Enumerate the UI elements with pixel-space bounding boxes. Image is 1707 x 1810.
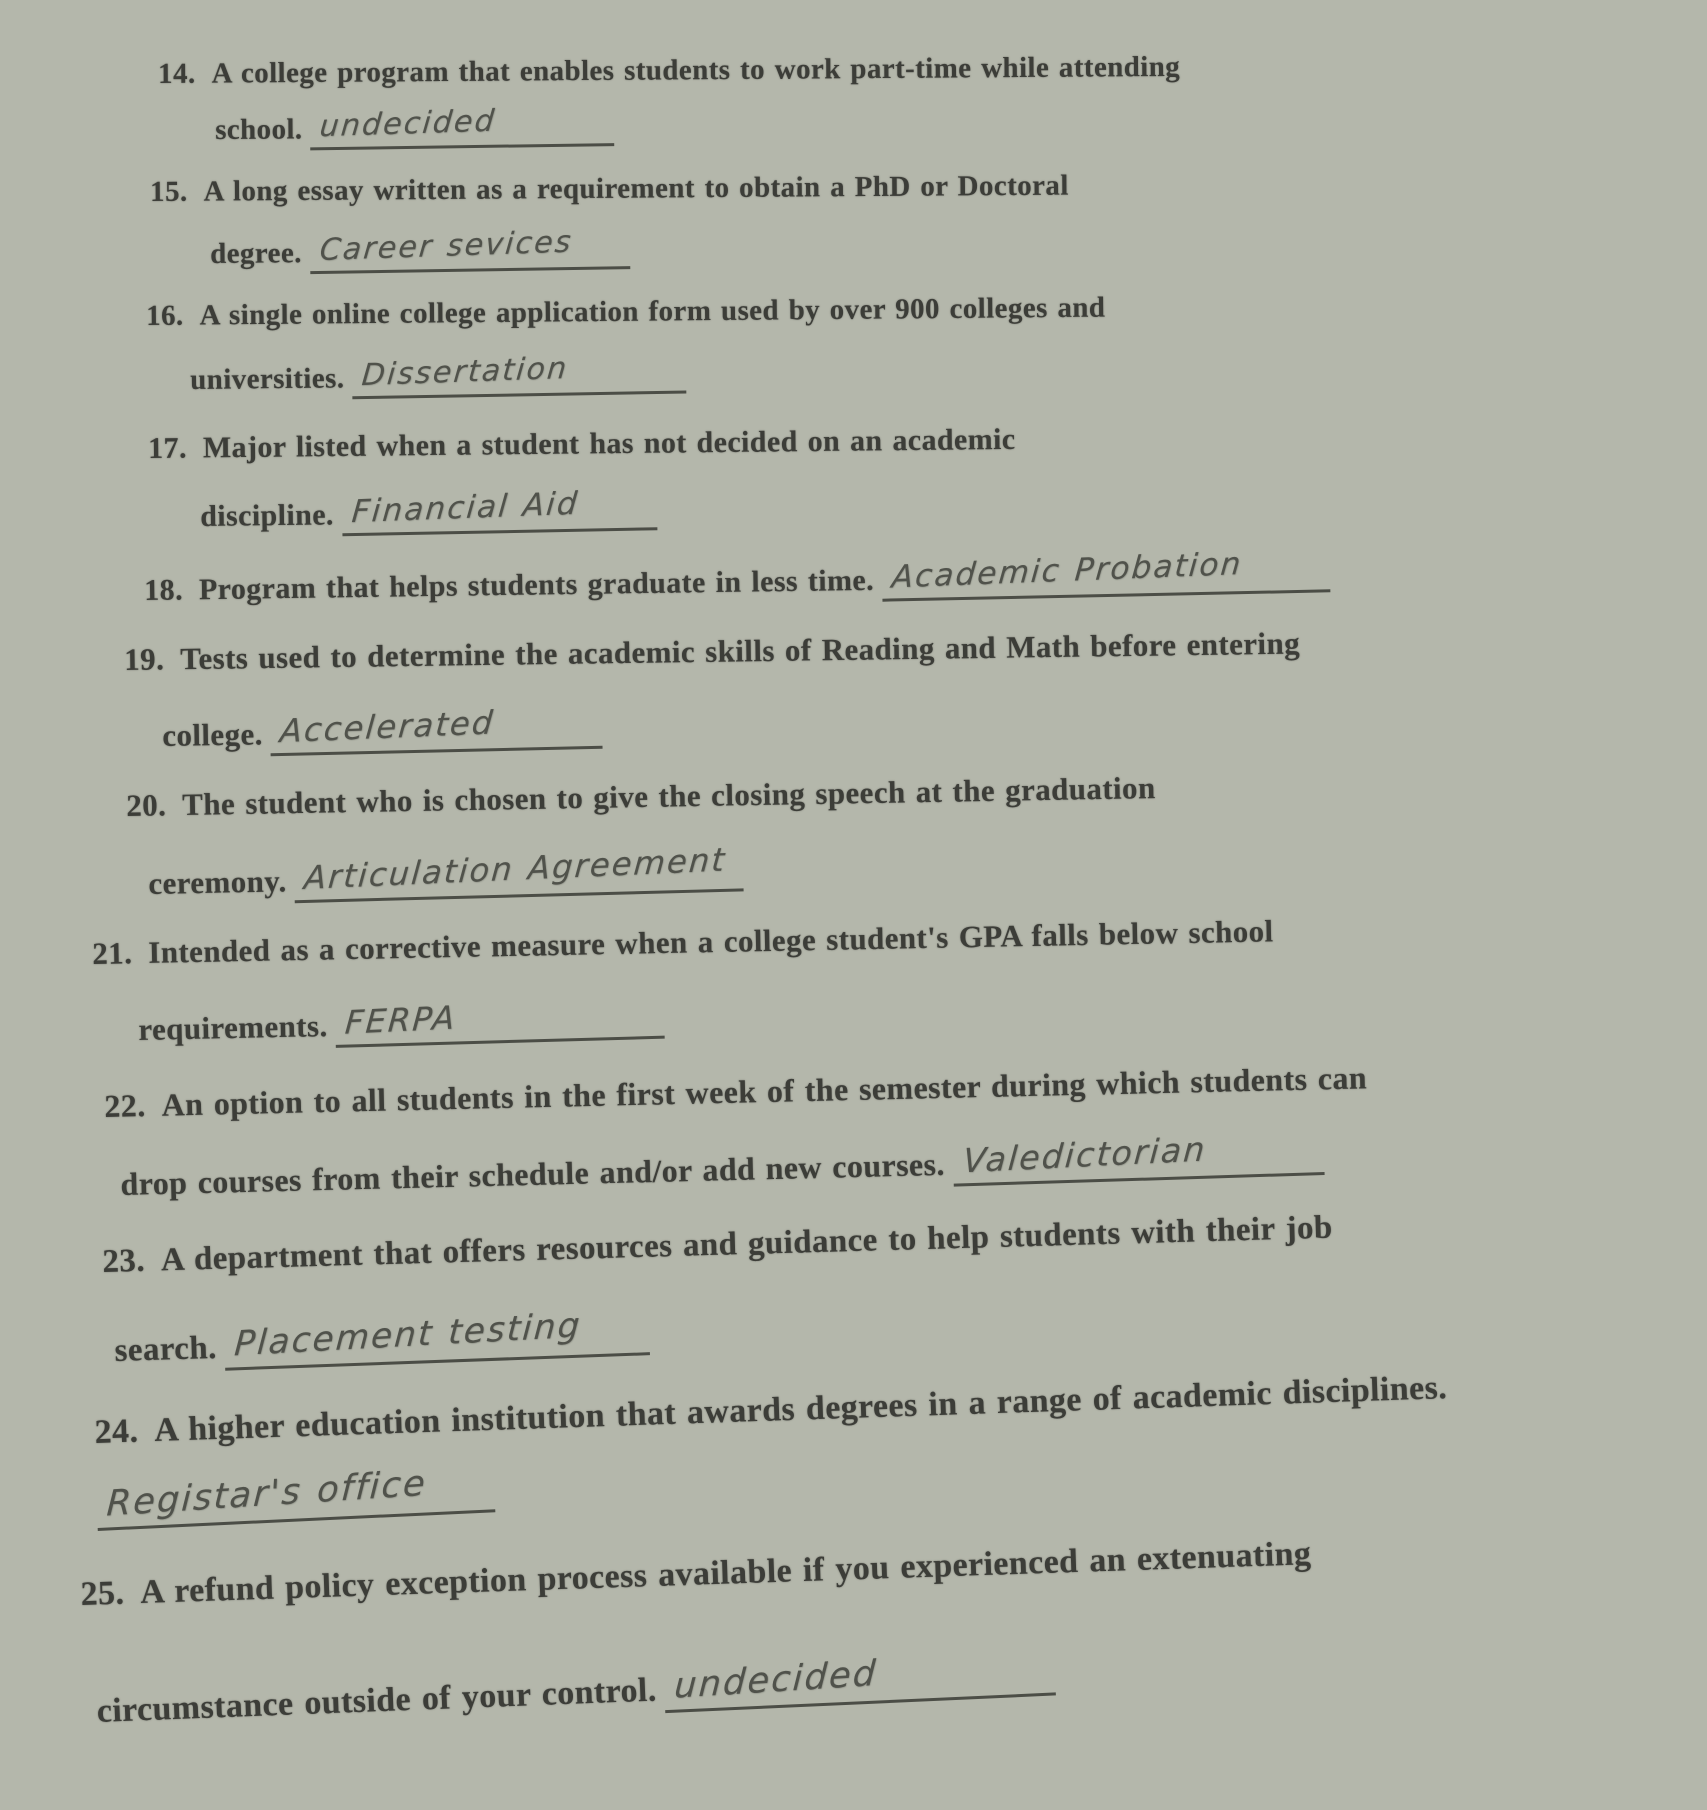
handwritten-answer: Academic Probation	[890, 546, 1244, 596]
handwritten-answer: Valedictorian	[961, 1129, 1208, 1181]
answer-blank	[309, 224, 630, 274]
question-text: search.	[114, 1329, 218, 1369]
question-text: A single online college application form used by over 900 colleges and	[199, 291, 1106, 332]
handwritten-answer: undecided	[673, 1652, 879, 1707]
question-18-line-1	[144, 546, 1330, 612]
handwritten-answer: Registar's office	[105, 1462, 428, 1525]
answer-blank	[881, 546, 1330, 601]
question-16-line-2	[190, 350, 687, 401]
answer-blank	[294, 840, 744, 903]
question-number: 15.	[150, 175, 188, 208]
question-text: school.	[215, 113, 303, 146]
question-20-line-2	[148, 840, 744, 906]
question-number: 25.	[80, 1574, 125, 1613]
question-text: Intended as a corrective measure when a college student's GPA falls below school	[147, 913, 1274, 970]
question-22-line-2	[120, 1129, 1324, 1207]
question-text: requirements.	[138, 1008, 328, 1047]
question-text: A higher education institution that awards degrees in a range of academic disciplines.	[153, 1369, 1448, 1450]
question-text: Program that helps students graduate in less time.	[198, 563, 875, 607]
question-24-line-1	[94, 1369, 1448, 1452]
question-23-line-1	[102, 1210, 1333, 1281]
question-number: 21.	[92, 935, 133, 971]
handwritten-answer: Financial Aid	[349, 485, 580, 531]
question-15-line-2	[210, 224, 630, 275]
question-number: 19.	[124, 641, 165, 677]
handwritten-answer: Dissertation	[360, 350, 570, 394]
question-text: ceremony.	[148, 863, 287, 901]
question-text: college.	[162, 716, 264, 753]
answer-blank	[335, 997, 665, 1048]
question-number: 23.	[102, 1242, 146, 1280]
question-text: drop courses from their schedule and/or add new courses.	[120, 1145, 946, 1202]
question-text: Major listed when a student has not decided on an academic	[202, 422, 1016, 465]
handwritten-answer: Articulation Agreement	[302, 840, 728, 897]
question-21-line-1	[92, 913, 1274, 972]
answer-blank	[224, 1305, 650, 1371]
question-19-line-2	[162, 703, 603, 758]
answer-blank	[663, 1650, 1056, 1713]
question-number: 24.	[94, 1412, 139, 1451]
question-22-line-1	[104, 1059, 1367, 1125]
question-15-line-1	[150, 170, 1069, 209]
answer-blank	[96, 1462, 496, 1531]
question-text: A college program that enables students to work part-time while attending	[211, 50, 1181, 90]
question-text: A refund policy exception process available if you experienced an extenuating	[139, 1535, 1312, 1612]
question-21-line-2	[138, 999, 665, 1052]
question-number: 22.	[104, 1087, 147, 1124]
question-17-line-2	[200, 485, 657, 538]
question-16-line-1	[146, 292, 1105, 333]
question-text: circumstance outside of your control.	[96, 1671, 658, 1730]
handwritten-answer: Accelerated	[278, 703, 497, 751]
question-text: universities.	[190, 362, 345, 396]
question-text: The student who is chosen to give the closing speech at the graduation	[181, 770, 1156, 823]
question-number: 17.	[148, 431, 188, 465]
handwritten-answer: FERPA	[343, 998, 459, 1042]
handwritten-answer: Placement testing	[233, 1305, 583, 1365]
answer-blank	[270, 703, 603, 757]
answer-blank	[341, 485, 656, 536]
question-19-line-1	[124, 626, 1300, 678]
question-text: A department that offers resources and guidance to help students with their job	[160, 1209, 1334, 1279]
question-number: 20.	[126, 787, 167, 823]
question-number: 18.	[144, 573, 184, 607]
answer-blank	[352, 350, 687, 399]
answer-blank	[952, 1129, 1324, 1187]
handwritten-answer: undecided	[318, 103, 498, 145]
question-text: degree.	[210, 237, 302, 270]
question-text: A long essay written as a requirement to obtain a PhD or Doctoral	[203, 169, 1069, 208]
handwritten-answer: Career sevices	[317, 224, 574, 269]
question-number: 16.	[146, 299, 184, 332]
question-23-line-2	[114, 1305, 650, 1374]
question-17-line-1	[148, 423, 1016, 466]
answer-blank	[310, 103, 614, 150]
question-text: An option to all students in the first week of the semester during which students can	[161, 1059, 1368, 1123]
question-20-line-1	[126, 770, 1156, 824]
question-14-line-1	[158, 51, 1180, 91]
question-text: discipline.	[200, 498, 335, 533]
question-text: Tests used to determine the academic skills of Reading and Math before entering	[179, 625, 1301, 677]
question-25-line-2	[96, 1653, 1056, 1735]
question-25-line-1	[80, 1535, 1312, 1614]
question-14-line-2	[215, 103, 614, 151]
question-24-answer-line	[96, 1462, 496, 1531]
question-number: 14.	[158, 57, 196, 90]
